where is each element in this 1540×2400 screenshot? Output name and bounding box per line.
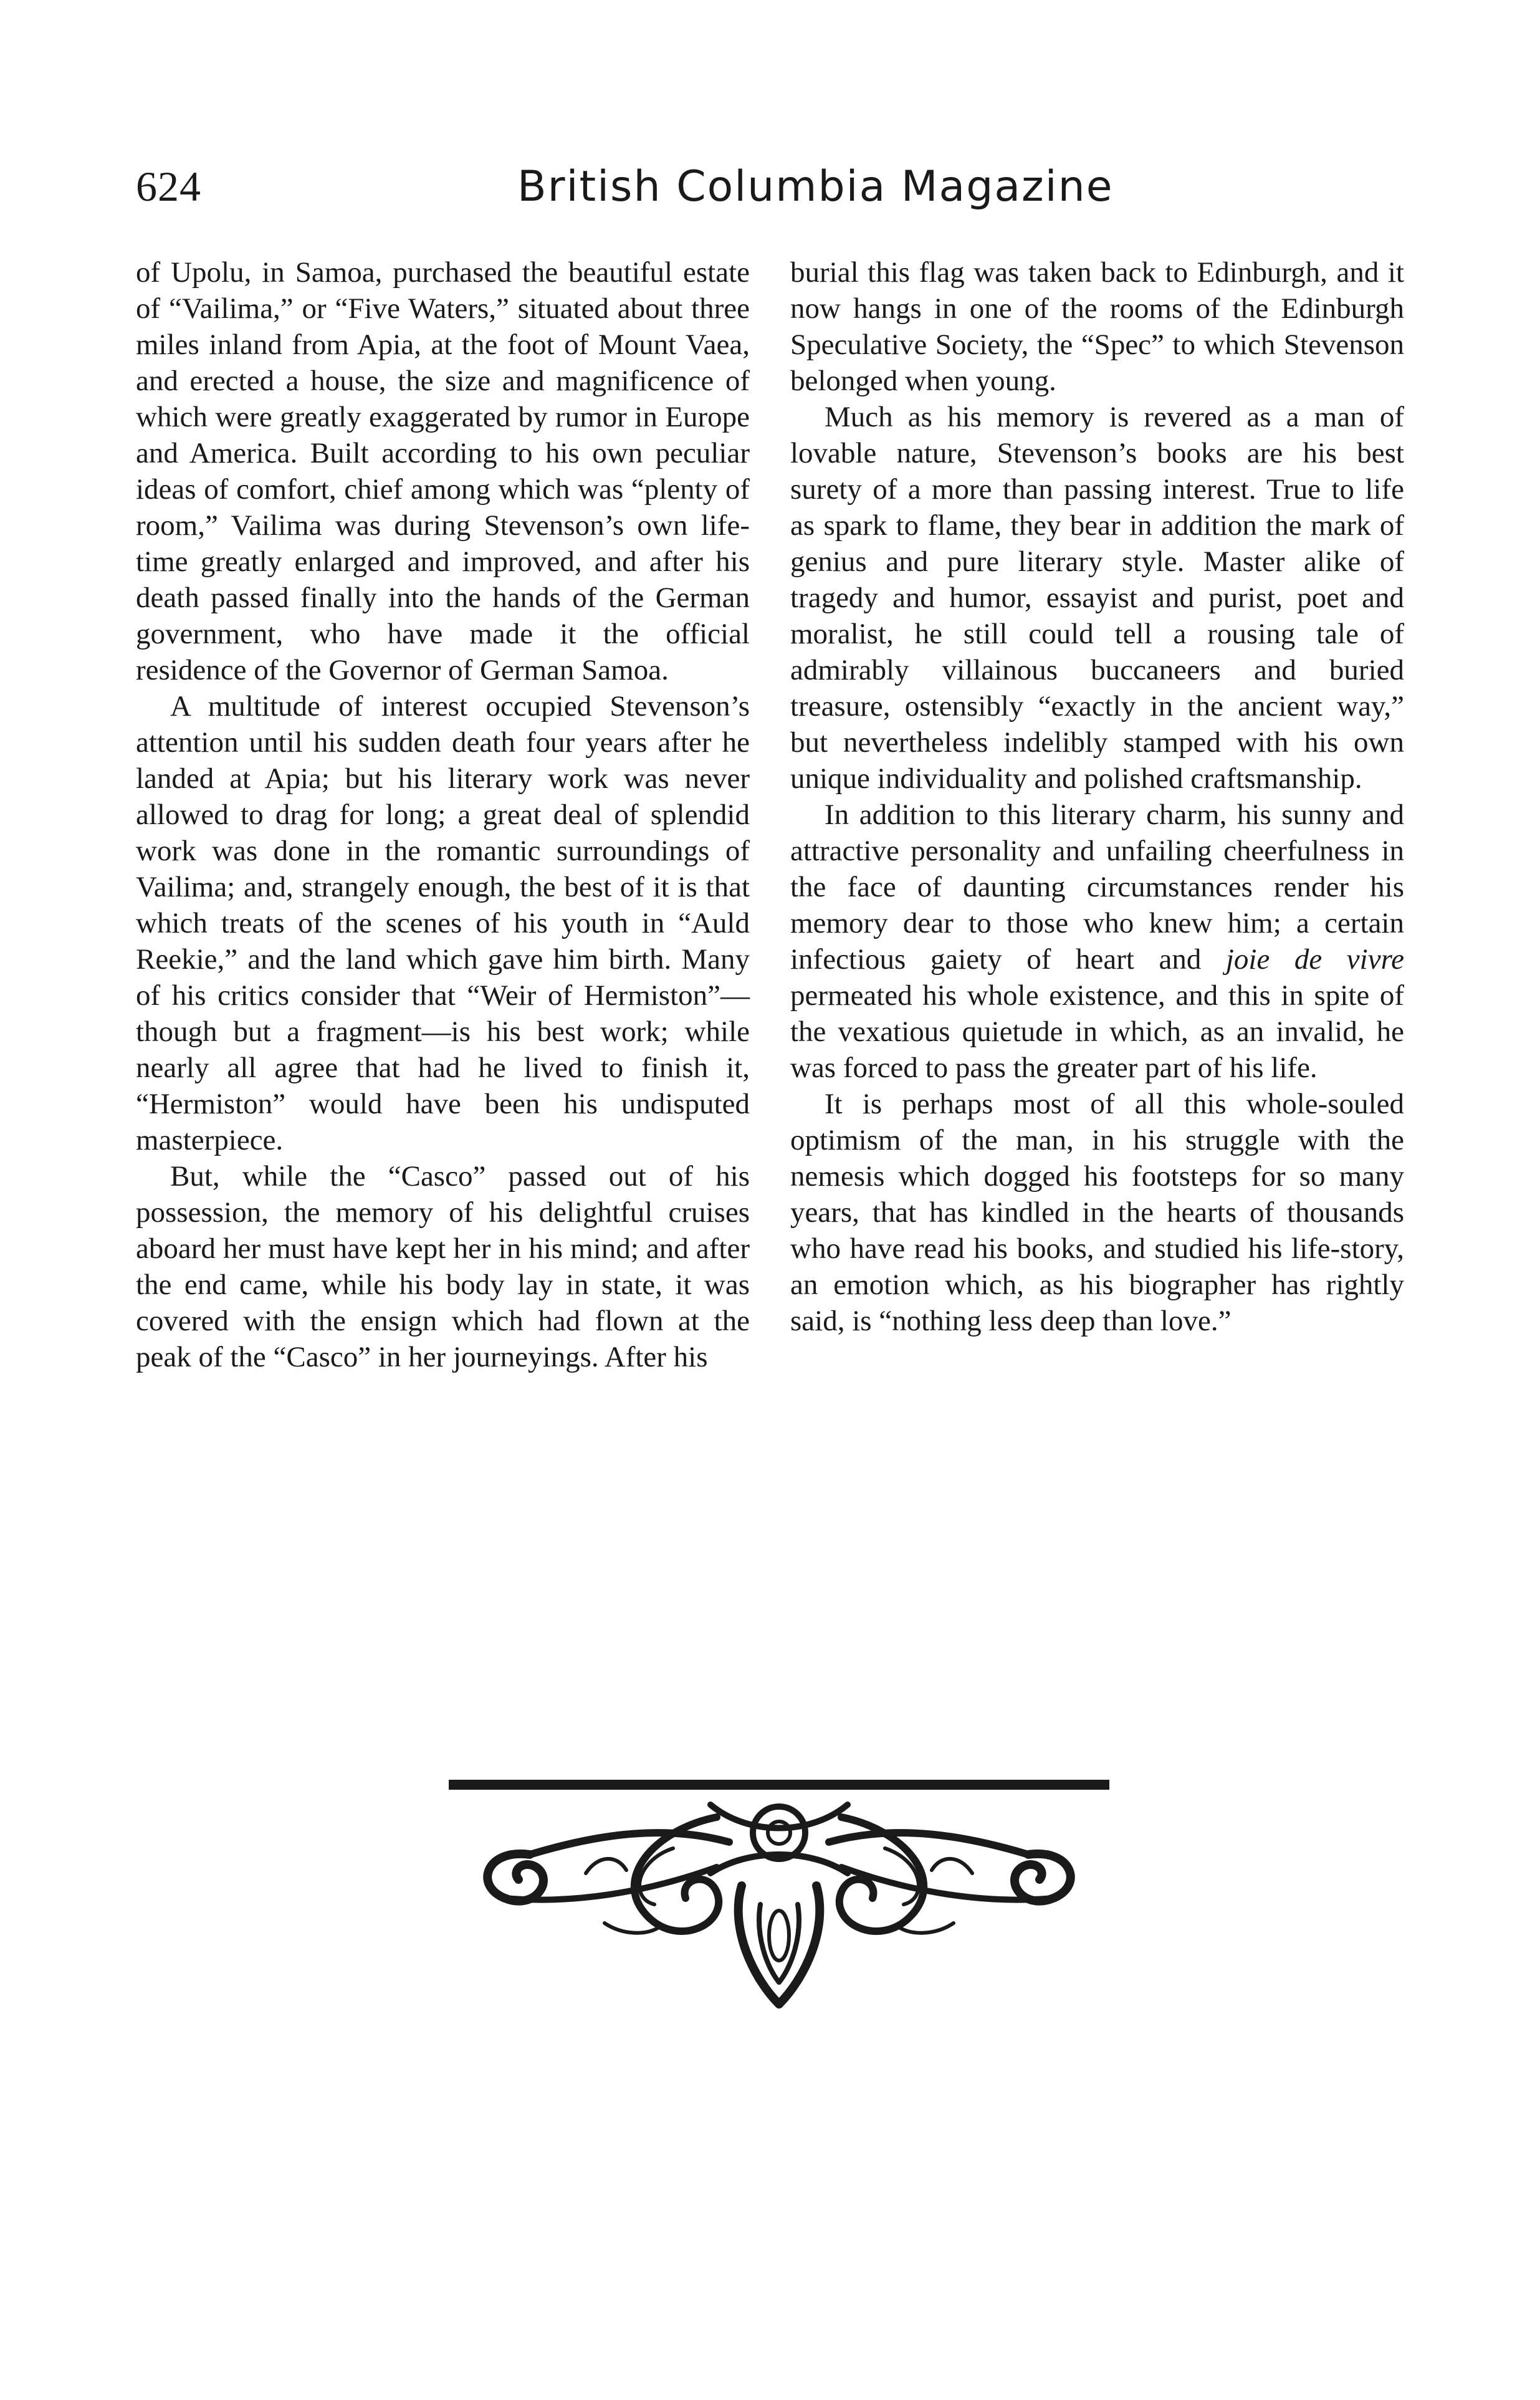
paragraph: of Upolu, in Samoa, purchased the beautiful estate of “Vailima,” or “Five Waters,” situated about three miles inland from Apia, at the foot of Mount Vaea, and erected a house, the size and magnificence of which were greatly exaggerated by rumor in Europe and America. Built according to his own peculiar ideas of comfort, chief among which was “plenty of room,” Vailima was during Stevenson’s own life-time greatly enlarged and improved, and after his death passed finally into the hands of the German government, who have made it the official residence of the Governor of German Samoa. bbox=[136, 256, 750, 686]
paragraph-text: In addition to this literary charm, his sunny and attractive personality and unfailing cheerfulness in the face of daunting circumstances render his memory dear to those who knew him; a certain infectious gaiety of heart and bbox=[790, 799, 1404, 976]
running-title: British Columbia Magazine bbox=[517, 162, 1114, 211]
paragraph: burial this flag was taken back to Edinburgh, and it now hangs in one of the rooms of the Edinburgh Speculative Society, the “Spec” to which Stevenson belonged when young. bbox=[790, 256, 1404, 397]
paragraph: Much as his memory is revered as a man of lovable nature, Stevenson’s books are his best surety of a more than passing interest. True to life as spark to flame, they bear in addition the mark of genius and pure literary style. Master alike of tragedy and humor, essayist and purist, poet and moralist, he still could tell a rousing tale of admirably villainous buccaneers and buried treasure, ostensibly “exactly in the ancient way,” but nevertheless indelibly stamped with his own unique individuality and polished craftsmanship. bbox=[790, 401, 1404, 795]
page-number: 624 bbox=[136, 163, 201, 210]
italic-phrase: joie de vivre bbox=[1225, 943, 1404, 976]
scrollwork-tailpiece-icon bbox=[449, 1780, 1109, 2017]
paragraph bbox=[790, 797, 1404, 1086]
page-header bbox=[0, 162, 1540, 237]
paragraph: A multitude of interest occupied Stevenson’s attention until his sudden death four years after he landed at Apia; but his literary work was never allowed to drag for long; a great deal of splendid work was done in the romantic surroundings of Vailima; and, strangely enough, the best of it is that which treats of the scenes of his youth in “Auld Reekie,” and the land which gave him birth. Many of his critics consider that “Weir of Hermiston”—though but a fragment—is his best work; while nearly all agree that had he lived to finish it, “Hermiston” would have been his undisputed masterpiece. bbox=[136, 690, 750, 1156]
right-column bbox=[790, 254, 1404, 1339]
paragraph: It is perhaps most of all this whole-souled optimism of the man, in his struggle with the nemesis which dogged his footsteps for so many years, that has kindled in the hearts of thousands who have read his books, and studied his life-story, an emotion which, as his biographer has rightly said, is “nothing less deep than love.” bbox=[790, 1088, 1404, 1337]
left-column bbox=[136, 254, 750, 1375]
paragraph: But, while the “Casco” passed out of his possession, the memory of his delightful cruises aboard her must have kept her in his mind; and after the end came, while his body lay in state, it was covered with the ensign which had flown at the peak of the “Casco” in her journeyings. After his bbox=[136, 1160, 750, 1373]
paragraph-text: permeated his whole existence, and this in spite of the vexatious quietude in which, as an invalid, he was forced to pass the greater part of his life. bbox=[790, 979, 1404, 1084]
